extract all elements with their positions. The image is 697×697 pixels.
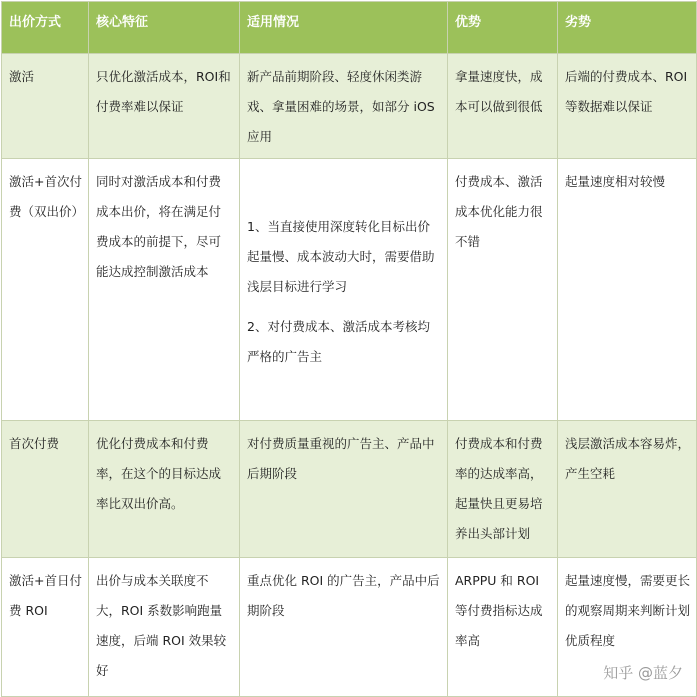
scenario-point-1: 1、当直接使用深度转化目标出价起量慢、成本波动大时，需要借助浅层目标进行学习 bbox=[247, 218, 435, 294]
header-row bbox=[2, 2, 697, 54]
cell-method: 激活+首日付费 ROI bbox=[2, 558, 89, 697]
cell-feature: 优化付费成本和付费率，在这个的目标达成率比双出价高。 bbox=[89, 421, 240, 558]
table-row bbox=[2, 159, 697, 421]
table-row bbox=[2, 421, 697, 558]
bidding-comparison-table bbox=[1, 1, 697, 697]
watermark-text: 知乎 @蓝夕 bbox=[603, 664, 683, 682]
cell-scenario: 新产品前期阶段、轻度休闲类游戏、拿量困难的场景，如部分 iOS 应用 bbox=[240, 54, 448, 159]
header-disadvantage: 劣势 bbox=[558, 2, 697, 54]
cell-advantage: 拿量速度快，成本可以做到很低 bbox=[448, 54, 558, 159]
cell-disadvantage: 浅层激活成本容易炸，产生空耗 bbox=[558, 421, 697, 558]
cell-feature: 只优化激活成本，ROI和付费率难以保证 bbox=[89, 54, 240, 159]
header-feature: 核心特征 bbox=[89, 2, 240, 54]
cell-method: 首次付费 bbox=[2, 421, 89, 558]
cell-feature: 同时对激活成本和付费成本出价，将在满足付费成本的前提下，尽可能达成控制激活成本 bbox=[89, 159, 240, 421]
scenario-point-2: 2、对付费成本、激活成本考核均严格的广告主 bbox=[247, 318, 430, 364]
header-advantage: 优势 bbox=[448, 2, 558, 54]
cell-disadvantage: 后端的付费成本、ROI等数据难以保证 bbox=[558, 54, 697, 159]
cell-advantage: ARPPU 和 ROI 等付费指标达成率高 bbox=[448, 558, 558, 697]
cell-advantage: 付费成本、激活成本优化能力很不错 bbox=[448, 159, 558, 421]
cell-advantage: 付费成本和付费率的达成率高，起量快且更易培养出头部计划 bbox=[448, 421, 558, 558]
header-scenario: 适用情况 bbox=[240, 2, 448, 54]
cell-disadvantage: 起量速度相对较慢 bbox=[558, 159, 697, 421]
cell-scenario: 对付费质量重视的广告主、产品中后期阶段 bbox=[240, 421, 448, 558]
header-method: 出价方式 bbox=[2, 2, 89, 54]
cell-method: 激活+首次付费（双出价） bbox=[2, 159, 89, 421]
cell-method: 激活 bbox=[2, 54, 89, 159]
table-row bbox=[2, 54, 697, 159]
cell-scenario bbox=[240, 159, 448, 421]
cell-scenario: 重点优化 ROI 的广告主，产品中后期阶段 bbox=[240, 558, 448, 697]
table-row bbox=[2, 558, 697, 697]
cell-disadvantage: 起量速度慢，需要更长的观察周期来判断计划优质程度 bbox=[558, 558, 697, 697]
cell-feature: 出价与成本关联度不大，ROI 系数影响跑量速度，后端 ROI 效果较好 bbox=[89, 558, 240, 697]
